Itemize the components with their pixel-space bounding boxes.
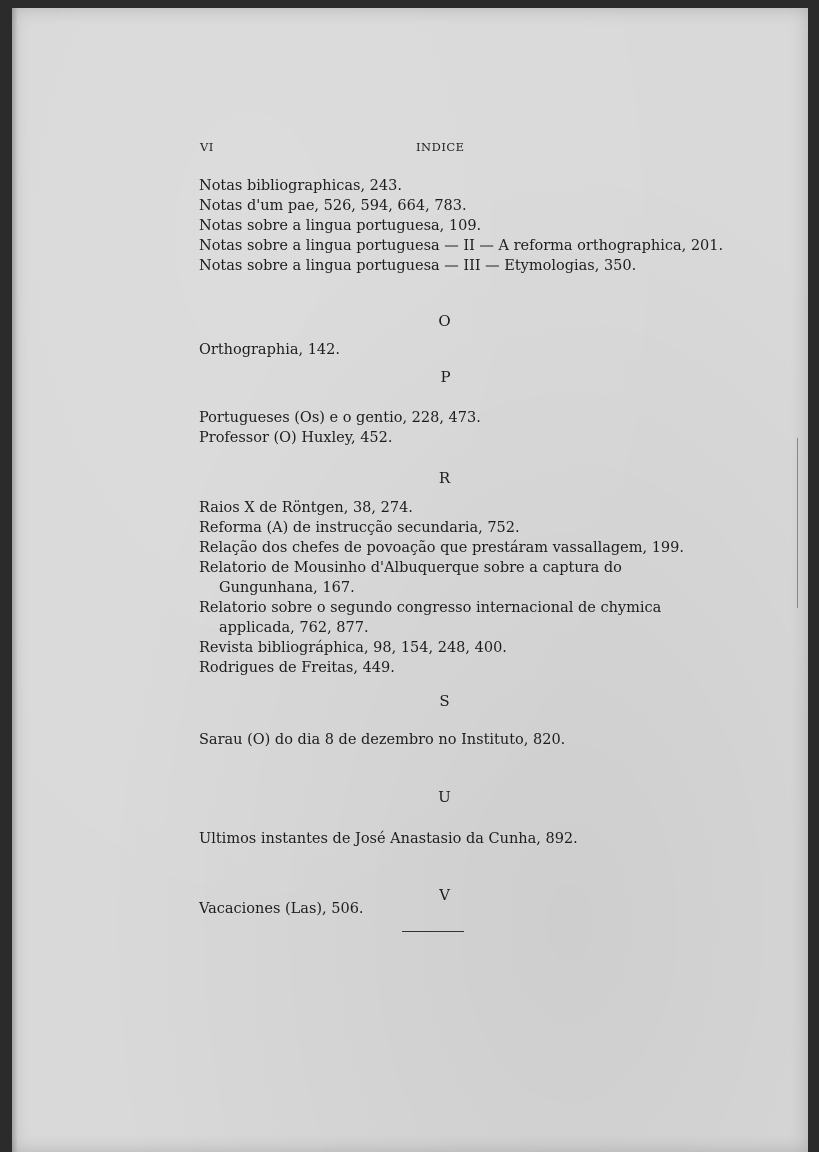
index-entry: Professor (O) Huxley, 452.	[199, 430, 393, 446]
index-entry: Reforma (A) de instrucção secundaria, 752.	[199, 520, 520, 536]
index-entry: Orthographia, 142.	[199, 342, 340, 358]
running-head	[200, 140, 655, 158]
index-entry: Raios X de Röntgen, 38, 274.	[199, 500, 413, 516]
index-entry: Notas sobre a lingua portuguesa — III — Etymologias, 350.	[199, 258, 637, 274]
index-entry: Sarau (O) do dia 8 de dezembro no Instituto, 820.	[199, 732, 566, 748]
index-entry: Notas bibliographicas, 243.	[199, 178, 402, 194]
section-letter-o: O	[438, 312, 452, 330]
index-entry: Relatorio sobre o segundo congresso internacional de chymica applicada, 762, 877.	[199, 600, 662, 636]
page-fold-edge	[797, 438, 808, 608]
section-letter-u: U	[438, 788, 452, 806]
index-entry: Ultimos instantes de José Anastasio da Cunha, 892.	[199, 831, 578, 847]
index-entry: Relatorio de Mousinho d'Albuquerque sobre a captura do Gungunhana, 167.	[199, 560, 622, 596]
index-entry: Notas sobre a lingua portuguesa — II — A reforma orthographica, 201.	[199, 238, 724, 254]
index-entry: Vacaciones (Las), 506.	[199, 901, 364, 917]
running-title: INDICE	[416, 140, 465, 154]
index-entry: Notas d'um pae, 526, 594, 664, 783.	[199, 198, 467, 214]
index-entry: Revista bibliográphica, 98, 154, 248, 400.	[199, 640, 507, 656]
index-entry: Rodrigues de Freitas, 449.	[199, 660, 395, 676]
closing-rule	[402, 931, 464, 932]
index-entry: Relação dos chefes de povoação que prestáram vassallagem, 199.	[199, 540, 684, 556]
index-entry: Portugueses (Os) e o gentio, 228, 473.	[199, 410, 481, 426]
section-letter-v: V	[439, 886, 451, 904]
index-entry: Notas sobre a lingua portuguesa, 109.	[199, 218, 482, 234]
section-letter-s: S	[439, 692, 451, 710]
section-letter-p: P	[440, 368, 452, 386]
page-number: VI	[200, 140, 214, 154]
section-letter-r: R	[438, 469, 452, 487]
